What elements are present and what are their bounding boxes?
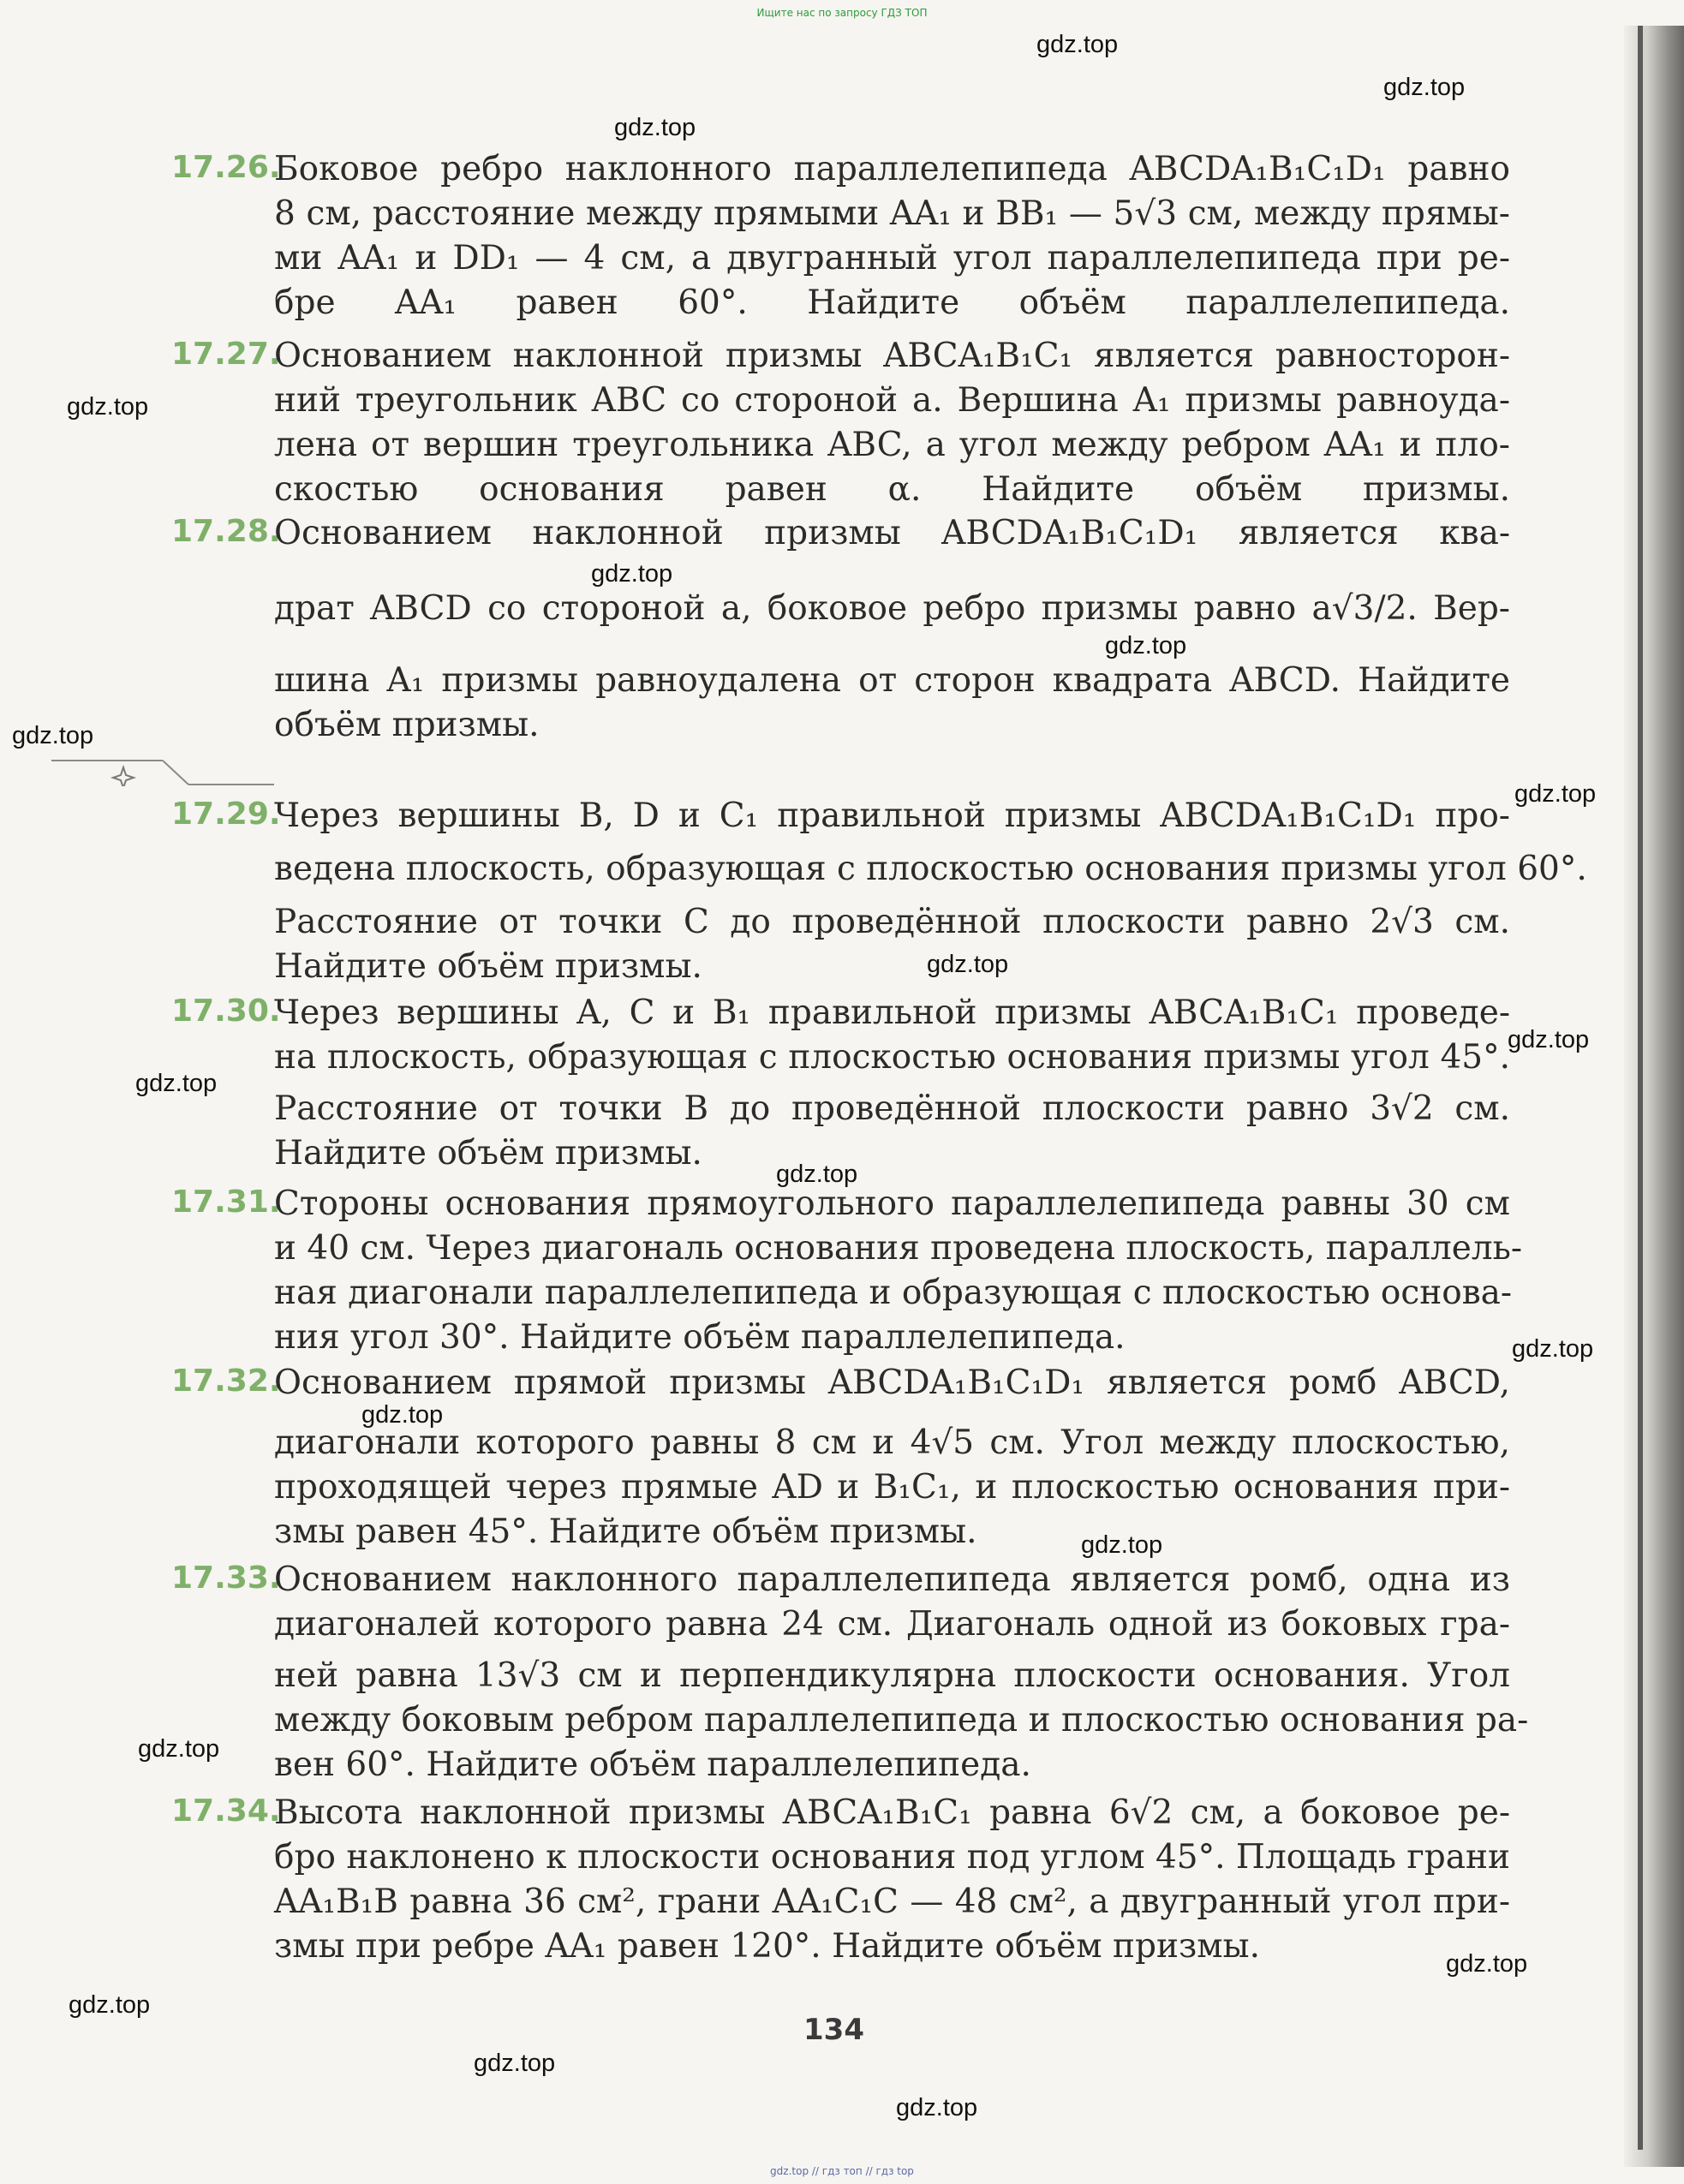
watermark: gdz.top — [474, 2050, 556, 2077]
problem-number: 17.26. — [171, 150, 281, 185]
problem-text-line: диагонали которого равны 8 см и 4√5 см. Угол между плоскостью, — [274, 1423, 1510, 1462]
problem-text-line: Найдите объём призмы. — [274, 1134, 702, 1173]
footer-note: gdz.top // гдз топ // гдз top — [770, 2165, 914, 2177]
problem-text-line: шина A₁ призмы равноудалена от сторон квадрата ABCD. Найдите — [274, 661, 1510, 700]
watermark: gdz.top — [1512, 1335, 1594, 1363]
watermark: gdz.top — [1383, 74, 1466, 101]
problem-text-line: Основанием наклонной призмы ABCDA₁B₁C₁D₁ является ква- — [274, 514, 1510, 552]
problem-number: 17.32. — [171, 1364, 281, 1399]
problem-text-line: Высота наклонной призмы ABCA₁B₁C₁ равна 6√2 см, а боковое ре- — [274, 1793, 1510, 1832]
watermark: gdz.top — [69, 1991, 151, 2019]
problem-text-line: между боковым ребром параллелепипеда и плоскостью основания ра- — [274, 1701, 1529, 1739]
problem-number: 17.29. — [171, 797, 281, 832]
book-spine-edge — [1638, 26, 1643, 2150]
problem-number: 17.30. — [171, 994, 281, 1029]
problem-number: 17.31. — [171, 1184, 281, 1220]
watermark: gdz.top — [135, 1070, 218, 1097]
problem-text-line: Основанием прямой призмы ABCDA₁B₁C₁D₁ является ромб ABCD, — [274, 1364, 1510, 1402]
problem-text-line: ми AA₁ и DD₁ — 4 см, а двугранный угол параллелепипеда при ре- — [274, 239, 1510, 277]
watermark: gdz.top — [12, 722, 94, 749]
watermark: gdz.top — [1081, 1531, 1163, 1559]
problem-text-line: Основанием наклонной призмы ABCA₁B₁C₁ является равносторон- — [274, 337, 1510, 375]
watermark: gdz.top — [614, 114, 696, 141]
problem-text-line: на плоскость, образующая с плоскостью основания призмы угол 45°. — [274, 1038, 1510, 1077]
problem-number: 17.34. — [171, 1793, 281, 1829]
watermark: gdz.top — [896, 2094, 978, 2121]
problem-text-line: Боковое ребро наклонного параллелепипеда ABCDA₁B₁C₁D₁ равно — [274, 150, 1510, 188]
problem-text-line: Основанием наклонного параллелепипеда является ромб, одна из — [274, 1560, 1510, 1599]
problem-text-line: проходящей через прямые AD и B₁C₁, и плоскостью основания при- — [274, 1468, 1510, 1507]
watermark: gdz.top — [1036, 31, 1119, 58]
problem-text-line: змы равен 45°. Найдите объём призмы. — [274, 1513, 977, 1551]
problem-text-line: драт ABCD со стороной a, боковое ребро призмы равно a√3/2. Вер- — [274, 589, 1510, 628]
problem-text-line: ний треугольник ABC со стороной a. Вершина A₁ призмы равноуда- — [274, 381, 1510, 420]
watermark: gdz.top — [138, 1735, 220, 1763]
problem-text-line: и 40 см. Через диагональ основания проведена плоскость, параллель- — [274, 1229, 1523, 1268]
problem-number: 17.33. — [171, 1560, 281, 1596]
watermark: gdz.top — [927, 951, 1009, 978]
problem-text-line: Через вершины B, D и C₁ правильной призмы ABCDA₁B₁C₁D₁ про- — [274, 797, 1510, 835]
header-note: Ищите нас по запросу ГДЗ ТОП — [756, 7, 928, 19]
problem-text-line: лена от вершин треугольника ABC, а угол между ребром AA₁ и пло- — [274, 426, 1510, 464]
problem-text-line: ная диагонали параллелепипеда и образующая с плоскостью основа- — [274, 1274, 1513, 1312]
problem-text-line: скостью основания равен α. Найдите объём призмы. — [274, 470, 1510, 509]
problem-text-line: диагоналей которого равна 24 см. Диагональ одной из боковых гра- — [274, 1605, 1510, 1644]
watermark: gdz.top — [1508, 1026, 1590, 1053]
watermark: gdz.top — [1514, 780, 1597, 808]
watermark: gdz.top — [1105, 632, 1187, 659]
section-divider-star — [51, 752, 274, 786]
watermark: gdz.top — [1446, 1950, 1528, 1978]
problem-text-line: змы при ребре AA₁ равен 120°. Найдите объём призмы. — [274, 1927, 1260, 1966]
problem-text-line: бро наклонено к плоскости основания под углом 45°. Площадь грани — [274, 1838, 1510, 1877]
problem-text-line: Найдите объём призмы. — [274, 947, 702, 986]
problem-number: 17.27. — [171, 337, 281, 372]
problem-text-line: AA₁B₁B равна 36 см², грани AA₁C₁C — 48 см², а двугранный угол при- — [274, 1883, 1510, 1921]
problem-text-line: ния угол 30°. Найдите объём параллелепипеда. — [274, 1318, 1126, 1357]
problem-text-line: 8 см, расстояние между прямыми AA₁ и BB₁ — 5√3 см, между прямы- — [274, 194, 1510, 233]
watermark: gdz.top — [361, 1401, 444, 1429]
watermark: gdz.top — [776, 1161, 858, 1188]
problem-text-line: Расстояние от точки C до проведённой плоскости равно 2√3 см. — [274, 903, 1510, 941]
problem-text-line: бре AA₁ равен 60°. Найдите объём параллелепипеда. — [274, 283, 1510, 322]
problem-number: 17.28. — [171, 514, 281, 549]
problem-text-line: ведена плоскость, образующая с плоскостью основания призмы угол 60°. — [274, 850, 1587, 888]
book-spine-shadow — [1624, 26, 1684, 2167]
problem-text-line: Стороны основания прямоугольного параллелепипеда равны 30 см — [274, 1184, 1510, 1223]
page-number: 134 — [803, 2013, 864, 2047]
problem-text-line: Расстояние от точки B до проведённой плоскости равно 3√2 см. — [274, 1089, 1510, 1128]
problem-text-line: ней равна 13√3 см и перпендикулярна плоскости основания. Угол — [274, 1656, 1510, 1695]
watermark: gdz.top — [591, 560, 673, 588]
problem-text-line: Через вершины A, C и B₁ правильной призмы ABCA₁B₁C₁ проведе- — [274, 994, 1510, 1032]
watermark: gdz.top — [67, 393, 149, 421]
problem-text-line: объём призмы. — [274, 706, 540, 744]
problem-text-line: вен 60°. Найдите объём параллелепипеда. — [274, 1745, 1031, 1784]
